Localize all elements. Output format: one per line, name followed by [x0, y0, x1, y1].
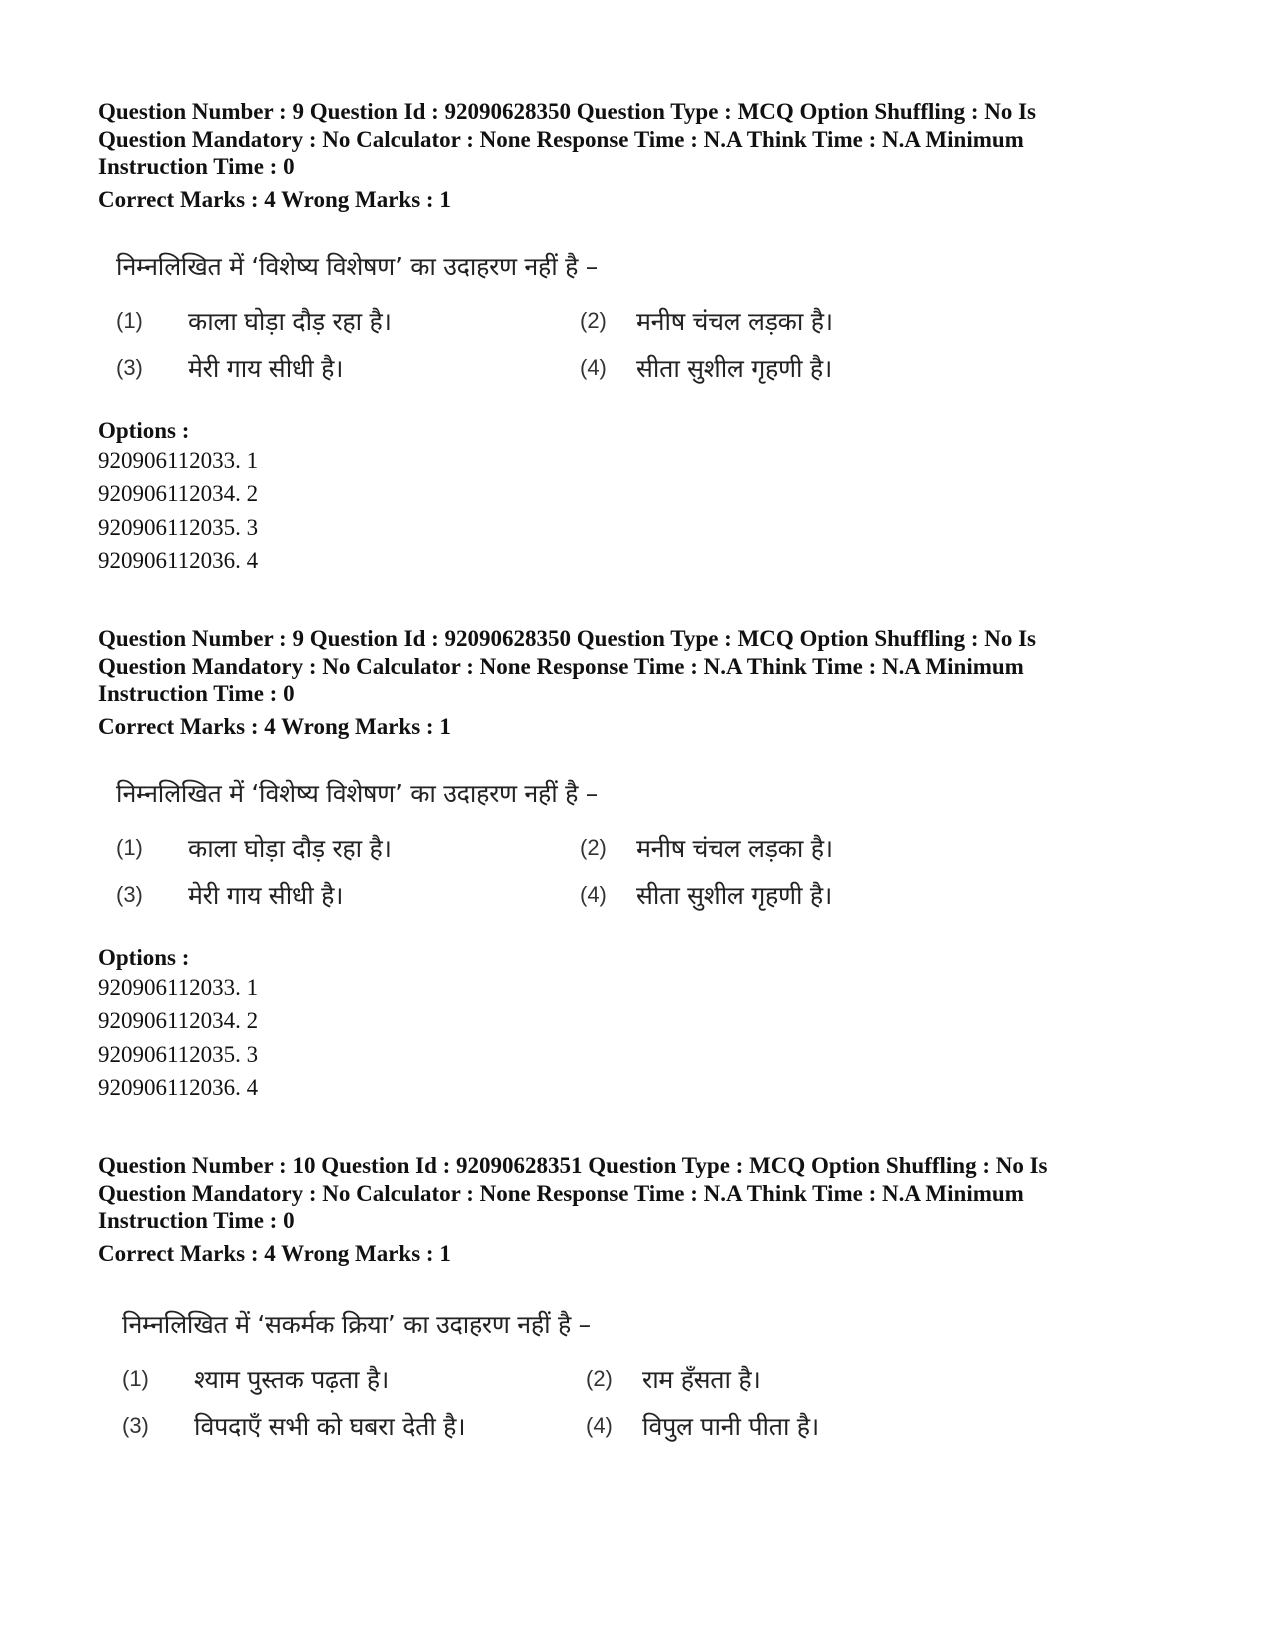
choice-number: (2)	[580, 307, 607, 333]
question-meta: Question Number : 9 Question Id : 92090628350 Question Type : MCQ Option Shuffling : No Is Question Mandatory : No Calculator : None Response Time : N.A Think Time : N.A Minimum Instruction Time : 0	[98, 99, 1037, 179]
choice-number: (1)	[122, 1365, 149, 1391]
option-line: 920906112036. 4	[98, 1075, 259, 1100]
choice-text: श्याम पुस्तक पढ़ता है।	[194, 1364, 390, 1394]
options-label: Options :	[98, 944, 190, 970]
question-marks: Correct Marks : 4 Wrong Marks : 1	[98, 186, 451, 212]
choice-number: (3)	[116, 881, 143, 907]
choice-number: (4)	[580, 881, 607, 907]
choice-number: (2)	[586, 1365, 613, 1391]
question-text: निम्नलिखित में ‘विशेष्य विशेषण’ का उदाहरण नहीं है –	[116, 778, 598, 808]
option-line: 920906112034. 2	[98, 1008, 259, 1033]
choice-number: (1)	[116, 834, 143, 860]
choice-number: (3)	[116, 354, 143, 380]
options-label: Options :	[98, 417, 190, 443]
question-text: निम्नलिखित में ‘विशेष्य विशेषण’ का उदाहरण नहीं है –	[116, 251, 598, 281]
choice-text: मेरी गाय सीधी है।	[188, 353, 344, 383]
option-line: 920906112035. 3	[98, 1041, 259, 1067]
question-image	[98, 1307, 1198, 1467]
choice-text: राम हँसता है।	[642, 1364, 761, 1394]
choice-text: काला घोड़ा दौड़ रहा है।	[188, 306, 392, 336]
question-meta: Question Number : 9 Question Id : 92090628350 Question Type : MCQ Option Shuffling : No Is Question Mandatory : No Calculator : None Response Time : N.A Think Time : N.A Minimum Instruction Time : 0	[98, 626, 1037, 706]
choice-text: मनीष चंचल लड़का है।	[636, 306, 833, 336]
option-line: 920906112036. 4	[98, 548, 259, 573]
option-line: 920906112033. 1	[98, 447, 259, 473]
choice-text: विपुल पानी पीता है।	[642, 1411, 819, 1441]
choice-text: मेरी गाय सीधी है।	[188, 880, 344, 910]
question-image	[98, 249, 1198, 409]
option-line: 920906112034. 2	[98, 481, 259, 506]
question-image	[98, 776, 1198, 936]
option-line: 920906112035. 3	[98, 514, 259, 540]
question-text: निम्नलिखित में ‘सकर्मक क्रिया’ का उदाहरण नहीं है –	[122, 1309, 591, 1339]
choice-number: (4)	[586, 1412, 613, 1438]
choice-number: (4)	[580, 354, 607, 380]
choice-text: काला घोड़ा दौड़ रहा है।	[188, 833, 392, 863]
question-block	[98, 625, 1198, 1105]
options-list	[98, 944, 1198, 1105]
option-line: 920906112033. 1	[98, 974, 259, 1000]
question-marks: Correct Marks : 4 Wrong Marks : 1	[98, 713, 451, 739]
question-meta: Question Number : 10 Question Id : 92090628351 Question Type : MCQ Option Shuffling : No Is Question Mandatory : No Calculator : None Response Time : N.A Think Time : N.A Minimum Instruction Time : 0	[98, 1153, 1048, 1233]
choice-number: (3)	[122, 1412, 149, 1438]
choice-text: सीता सुशील गृहणी है।	[636, 880, 833, 910]
question-marks: Correct Marks : 4 Wrong Marks : 1	[98, 1240, 451, 1266]
choice-text: सीता सुशील गृहणी है।	[636, 353, 833, 383]
question-block	[98, 98, 1198, 578]
choice-text: विपदाएँ सभी को घबरा देती है।	[194, 1411, 466, 1441]
options-list	[98, 417, 1198, 578]
question-block	[98, 1152, 1198, 1467]
choice-number: (2)	[580, 834, 607, 860]
choice-text: मनीष चंचल लड़का है।	[636, 833, 833, 863]
choice-number: (1)	[116, 307, 143, 333]
